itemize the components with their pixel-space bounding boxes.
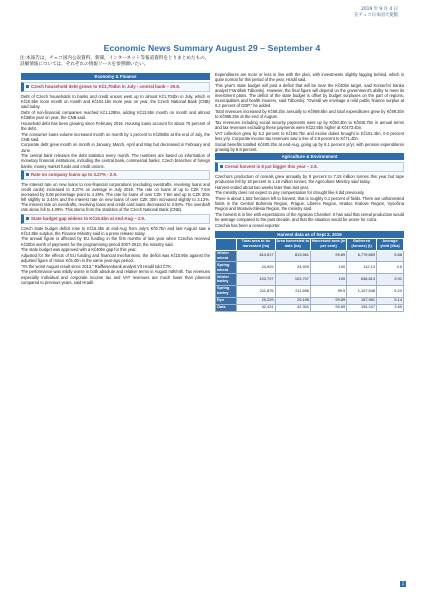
article-paragraph: The consumer loans volume increased month on month by 1 percent to Kč258bn at the end of July, the CNB said. — [21, 131, 210, 142]
table-cell: 3.65 — [377, 304, 404, 311]
document-header — [354, 7, 398, 19]
table-cell: 24,929 — [237, 262, 275, 274]
table-header-cell: Gathered (tonnes) (t) — [347, 238, 377, 250]
table-cell: 5.91 — [377, 274, 404, 286]
table-cell: 154,247 — [347, 304, 377, 311]
table-cell: 636,813 — [347, 274, 377, 286]
section-agriculture-environment: Agriculture & Environment — [215, 153, 404, 160]
article-paragraph: Debt of non-financial companies reached Kč1,129bn, adding Kč13.6bn month on month and almost Kč36bn year on year, the CNB said. — [21, 109, 210, 121]
table-cell: 99.9 — [310, 285, 346, 297]
article-paragraph: Czechia has been a cereal exporter. — [215, 222, 281, 228]
table-cell: Spring barley — [216, 285, 237, 297]
table-cell: 100 — [310, 274, 346, 286]
table-header-cell: Area harvested to date (ha) — [276, 238, 310, 249]
table-cell: Winter wheat — [216, 250, 237, 262]
article-paragraph: Debt of Czech households to banks and credit unions went up to almost Kč1,704bn in July, which is Kč10.5bn more month on month and Kč104.1bn more year on year, the Czech National Bank (CNB) said today. — [21, 94, 210, 110]
article-heading-company-loans — [21, 170, 210, 180]
article-paragraph: The ministry does not expect to pay compensation for drought like it did previously. — [215, 190, 365, 196]
article-heading-state-budget — [21, 214, 210, 224]
table-cell: Oats — [216, 304, 237, 311]
table-cell: 5.23 — [377, 285, 404, 297]
table-cell: 99.69 — [310, 304, 346, 311]
harvest-data-table — [215, 238, 404, 312]
article-paragraph: VAT collection grew by 5.2 percent to Kč186.7bn and excise duties brought in Kč101.4bn, 0.8 percent less yr/y. Corporate income tax revenues saw a rise of 2.9 percent to Kč71.4bn. — [215, 130, 404, 141]
table-cell: 5.68 — [377, 250, 404, 262]
square-bullet-icon — [220, 165, 223, 168]
article-heading-text: Cereal harvest is 8 pct bigger this year – 2.9. — [225, 163, 318, 169]
table-cell: 29,229 — [237, 297, 275, 304]
article-heading-cereal-harvest — [215, 162, 404, 172]
table-cell: 211,876 — [237, 285, 275, 297]
table-cell: 157,981 — [347, 297, 377, 304]
table-cell: 100 — [310, 262, 346, 274]
disclaimer-line-2: 詳細情報については，それぞれの情報ソースを参照願いたい。 — [20, 62, 149, 68]
section-economy-finance: Economy & Finance — [21, 73, 210, 80]
table-cell: 5.14 — [377, 297, 404, 304]
table-header-cell: Average yield (t/ha) — [377, 238, 404, 250]
article-paragraph: The central bank releases the debt statistics every month. The numbers are based on information of monetary financial institutions, including the central bank, commercial banks, Czech branches of foreign banks, money market funds and credit unions. — [21, 153, 210, 169]
article-heading-text: Czech household debt grows to Kč1,704bn in July - central bank – 30.8. — [31, 84, 181, 89]
table-cell: 29,198 — [275, 297, 310, 304]
table-cell: 42,431 — [237, 304, 275, 311]
article-paragraph: The state budget was approved with a Kč40bn gap for this year. — [21, 247, 137, 253]
square-bullet-icon — [26, 85, 29, 88]
table-cell: 112,13 — [347, 262, 377, 274]
table-row — [216, 285, 404, 297]
right-column — [215, 72, 404, 312]
article-heading-household-debt — [21, 82, 210, 92]
document-date: 2019 年 9 月 4 日 — [361, 7, 398, 12]
table-cell: Winter barley — [216, 274, 237, 286]
table-cell: 4.5 — [377, 262, 404, 274]
article-paragraph: Social benefits totalled Kč400.2bn at end-Aug, going up by 8.1 percent yr/yr, with pension expenditures growing by 8.9 percent. — [215, 141, 404, 152]
table-cell: Rye — [216, 297, 237, 304]
article-paragraph: Household debt has been growing since February 2016. Housing loans account for about 75 percent of the debt. — [21, 120, 210, 131]
table-cell: Spring wheat — [216, 262, 237, 274]
table-row — [216, 297, 404, 304]
article-paragraph: The performance was mildly worse in both absolute and relative terms in August mth/mth. Tax revenues especially individual and corporate income tax and VAT revenues are much lower than planned compared to previous years, said Hradil. — [21, 269, 210, 285]
page-number: 1 — [401, 581, 405, 586]
table-row — [216, 304, 404, 311]
table-row — [216, 250, 404, 262]
harvest-table-title: Harvest data as of Sept 2, 2019 — [215, 231, 404, 238]
table-row — [216, 274, 404, 286]
square-bullet-icon — [26, 173, 29, 176]
table-cell: 24,929 — [275, 262, 310, 274]
article-paragraph: There is about 1,662 hectares left to harvest, that is roughly 0.1 percent of fields. There are unharvested fields in the Central Bohemia Region, Prague, Liberec Region, Hradec Kralove Region, Vysočina Region and Moravia-Silesia Region, the ministry said. — [215, 195, 404, 212]
table-header-cell: Harvested area (in per cent) — [311, 238, 346, 249]
article-paragraph: Expenditures are more or less in line with the plan, with investments slightly lagging behind, which is quite normal for this period of the year, Hradil said. — [215, 72, 404, 83]
article-paragraph: Czechia's production of cereals grew annually by 8 percent to 7.15 million tonnes this year but rape production fell by 18 percent to 1.16 million tonnes, the Agriculture Ministry said today. — [215, 173, 404, 184]
table-cell: 1,107,548 — [347, 285, 377, 297]
article-paragraph: Tax revenues including social security payments went up by Kč50.4bn to Kč845.7bn in annual terms and tax revenues excluding these payments were Kč22.6bn higher at Kč473.4bn. — [215, 119, 404, 131]
article-paragraph: The harvest is in line with expectations of the Agrarian Chamber. It has said that cereal production would be average compared to the past decade, and that the situation would be worse for colza. — [215, 211, 404, 223]
table-cell: 6,779,869 — [347, 250, 377, 262]
article-paragraph: Harvest ended about two weeks later than last year. — [215, 184, 309, 190]
disclaimer-note — [20, 56, 404, 68]
table-cell: 103,707 — [237, 274, 275, 286]
article-heading-text: Rate on company loans up to 3.27% - 2.9. — [31, 171, 118, 177]
left-column — [21, 72, 210, 285]
table-cell: 103,707 — [275, 274, 310, 286]
table-row — [216, 262, 404, 274]
article-paragraph: Czech state budget deficit rose to Kč15.4bn at end-Aug from July's Kč9.7bn and last August saw a Kč14.8bn surplus, the Finance Ministry said in a press release today. — [21, 225, 210, 236]
table-cell: 813,561 — [275, 250, 310, 262]
square-bullet-icon — [26, 217, 29, 220]
article-paragraph: This year's state budget will post a deficit that will be near the Kč40bn target, said Komerční banka analyst František Táborský. However, the final figure will depend on the government's ability to meet its investment plans. The deficit of the state budget is offset by budget surpluses on the part of regions, municipalities and health insurers, said Táborský. "Overall we envisage a mild public finance surplus at 0.2 percent of GDP," he added. — [215, 82, 404, 109]
article-paragraph: The annual figure is affected by EU funding in the first months of last year when Czechia received Kč20bn worth of payments for the programming period 2007-2013, the ministry said. — [21, 236, 210, 247]
article-paragraph: Corporate debt grew month on month in January, March, April and May but decreased in February and June. — [21, 142, 210, 153]
table-header-cell — [216, 238, 237, 250]
article-heading-text: State budget gap widens to Kč15.4bn at end-Aug – 2.9. — [31, 215, 146, 221]
table-cell: 42,301 — [275, 304, 310, 311]
table-cell: 814,517 — [237, 250, 275, 262]
article-paragraph: "It's the worst August result since 2013," Raiffeisenbank analyst Vít Hradil told ČTK. — [21, 263, 173, 269]
article-paragraph: Adjusted for the effects of EU funding and financial mechanisms, the deficit was Kč15.9bn against the adjusted figure of minus Kč5.4bn in the same year-ago period. — [21, 252, 210, 264]
article-paragraph: Total revenues increased by Kč69.2bn annually to Kč969.8bn and total expenditures grew by Kč99.3bn to Kč985.2bn at the end of August. — [215, 109, 404, 120]
table-cell: 99.89 — [310, 297, 346, 304]
table-cell: 211,656 — [275, 285, 310, 297]
table-header-row — [216, 238, 404, 250]
disclaimer-line-1: 注:本報告は，チェコ国内公表資料，新聞，インターネット等報道資料をとりまとめたもの。 — [20, 56, 210, 61]
table-header-cell: Total area to be harvested (ha) — [237, 238, 275, 250]
document-organization: 在チェコ日本国大使館 — [354, 13, 398, 18]
document-title: Economic News Summary August 29 – September 4 — [103, 43, 321, 53]
article-paragraph: The interest rate on new loans to non-financial corporations (excluding overdrafts, revolving loans and credit cards) increased to 3.27% on average in July 2019. The rate on loans of up to CZK 7.5m increased by 0.08 percentage point to 4.29%. The rate for loans of over CZK 7.5m and up to CZK 30m fell slightly to 3.44% and the interest rate on new loans of over CZK 30m increased slightly to 3.12%. The interest rate on overdrafts, revolving loans and credit card loans decreased to 3.92%. The overdraft rate alone fell to 4.09%. This stems from the statistics of the Czech National Bank (CNB). — [21, 181, 210, 213]
table-cell: 99.89 — [310, 250, 346, 262]
